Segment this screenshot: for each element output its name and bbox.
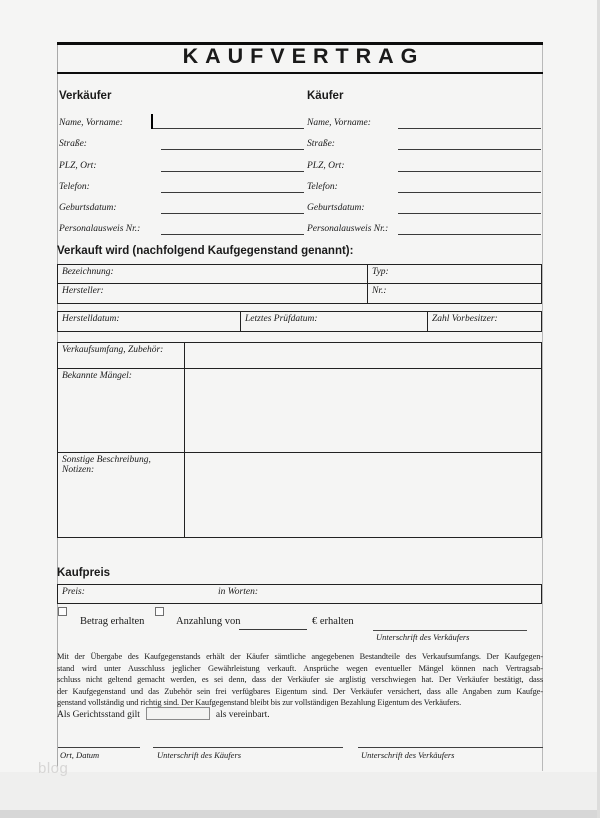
seller-name-row [59, 113, 304, 129]
cell-label: Bekannte Mängel: [62, 371, 132, 381]
preis-label: Preis: [62, 587, 85, 597]
buyer-street-row [307, 134, 541, 150]
cell-label: Verkaufsumfang, Zubehör: [62, 345, 164, 355]
nr-cell[interactable] [368, 284, 541, 303]
buyer-name-row [307, 113, 541, 129]
bezeichnung-cell[interactable] [58, 265, 368, 284]
terms-line: der Kaufgegenstand und das Zubehör sein frei verfügbares Eigentum sind. Der Verkäufer versichert, dass alle Angaben zum Kaufge- [57, 686, 543, 696]
item-section-heading: Verkauft wird (nachfolgend Kaufgegenstand genannt): [57, 245, 354, 257]
terms-line: schluss nicht geltend gemacht werden, es sei denn, dass der Verkäufer sie arglistig verschwiegen hat. Der Verkäufer bestätigt, dass [57, 675, 543, 685]
seller-city-row [59, 156, 304, 172]
jurisdiction-prefix: Als Gerichtsstand gilt [57, 710, 140, 720]
scan-edge-bottom [0, 810, 600, 818]
maengel-label-cell [58, 369, 185, 453]
price-heading: Kaufpreis [57, 567, 111, 579]
betrag-erhalten-checkbox[interactable] [58, 607, 67, 616]
jurisdiction-input[interactable] [146, 707, 210, 720]
pruefdatum-cell[interactable] [241, 312, 428, 331]
cell-label: Hersteller: [62, 286, 104, 296]
price-box[interactable] [57, 584, 542, 604]
field-label: PLZ, Ort: [59, 160, 97, 171]
seller-receipt-signature-line[interactable] [373, 629, 527, 631]
seller-signature-label: Unterschrift des Verkäufers [361, 750, 455, 760]
cell-label: Typ: [372, 267, 389, 277]
field-label: Telefon: [307, 182, 338, 192]
field-label: Straße: [59, 139, 87, 149]
ort-datum-label: Ort, Datum [60, 750, 100, 760]
terms-line: stand wird unter Ausschluss jeglicher Gewährleistung verkauft. Ansprüche wegen eventueller Mängel können nach Vertragsab- [57, 663, 543, 673]
field-label: Name, Vorname: [307, 118, 371, 128]
field-input-line[interactable] [161, 191, 304, 193]
cell-label: Herstelldatum: [62, 314, 120, 324]
verkaufsumfang-label-cell [58, 343, 185, 369]
scan-edge-bottom-fade [0, 772, 600, 810]
field-input-line[interactable] [398, 212, 541, 214]
title-rule-bottom [57, 72, 543, 75]
terms-line: Mit der Übergabe des Kaufgegenstands erhält der Käufer sämtliche angegebenen Bestandteile des Verkaufsumfangs. Der Kaufgegen- [57, 652, 543, 661]
item-table-dates [57, 311, 542, 332]
field-label: Telefon: [59, 182, 90, 192]
ort-datum-line[interactable] [58, 747, 140, 749]
field-input-line[interactable] [398, 148, 541, 150]
seller-street-row [59, 134, 304, 150]
field-label: Personalausweis Nr.: [307, 224, 389, 234]
vorbesitzer-cell[interactable] [428, 312, 541, 331]
field-label: Name, Vorname: [59, 118, 123, 128]
field-label: Straße: [307, 139, 335, 149]
buyer-id-row [307, 219, 541, 235]
betrag-erhalten-label: Betrag erhalten [80, 616, 145, 627]
field-label: PLZ, Ort: [307, 160, 345, 171]
euro-erhalten-label: € erhalten [312, 616, 354, 627]
field-input-line[interactable] [161, 212, 304, 214]
field-label: Geburtsdatum: [307, 203, 365, 213]
buyer-signature-label: Unterschrift des Käufers [157, 750, 242, 760]
typ-cell[interactable] [368, 265, 541, 284]
item-table-description [57, 342, 542, 538]
buyer-birthdate-row [307, 198, 541, 214]
cell-label: Zahl Vorbesitzer: [432, 314, 498, 324]
cell-label: Sonstige Beschreibung, Notizen: [62, 455, 151, 475]
seller-receipt-signature-label: Unterschrift des Verkäufers [376, 632, 470, 642]
cell-label: Nr.: [372, 286, 387, 296]
field-input-line[interactable] [161, 233, 304, 235]
field-label: Geburtsdatum: [59, 203, 117, 213]
sonstige-label-cell [58, 453, 185, 537]
seller-birthdate-row [59, 198, 304, 214]
seller-signature-line[interactable] [358, 747, 543, 749]
watermark-text: blog [38, 760, 69, 777]
maengel-input-cell[interactable] [185, 369, 541, 453]
herstelldatum-cell[interactable] [58, 312, 241, 331]
verkaufsumfang-input-cell[interactable] [185, 343, 541, 369]
field-input-line[interactable] [398, 191, 541, 193]
item-table-main [57, 264, 542, 304]
terms-line: genstand vollständig und richtig sind. Der Kaufgegenstand bleibt bis zur vollständigen Bezahlung Eigentum des Verkäufers. [57, 698, 462, 708]
buyer-heading: Käufer [307, 90, 344, 102]
form-title: KAUFVERTRAG [182, 44, 425, 68]
jurisdiction-row [57, 703, 270, 720]
cell-label: Bezeichnung: [62, 267, 114, 277]
buyer-city-row [307, 156, 541, 172]
field-input-line[interactable] [398, 127, 541, 129]
jurisdiction-suffix: als vereinbart. [215, 710, 270, 720]
buyer-phone-row [307, 177, 541, 193]
seller-phone-row [59, 177, 304, 193]
seller-heading: Verkäufer [59, 90, 112, 102]
in-worten-label: in Worten: [218, 587, 259, 597]
field-input-line[interactable] [398, 170, 541, 172]
seller-id-row [59, 219, 304, 235]
cell-label: Letztes Prüfdatum: [245, 314, 318, 324]
terms-paragraph [57, 651, 543, 709]
buyer-signature-line[interactable] [153, 747, 343, 749]
sonstige-input-cell[interactable] [185, 453, 541, 537]
anzahlung-amount-line[interactable] [239, 628, 307, 630]
anzahlung-checkbox[interactable] [155, 607, 164, 616]
field-input-line[interactable] [161, 170, 304, 172]
hersteller-cell[interactable] [58, 284, 368, 303]
field-input-line[interactable] [152, 127, 304, 129]
anzahlung-label: Anzahlung von [176, 616, 241, 627]
field-input-line[interactable] [161, 148, 304, 150]
field-label: Personalausweis Nr.: [59, 224, 141, 234]
text-cursor [151, 114, 153, 129]
field-input-line[interactable] [398, 233, 541, 235]
